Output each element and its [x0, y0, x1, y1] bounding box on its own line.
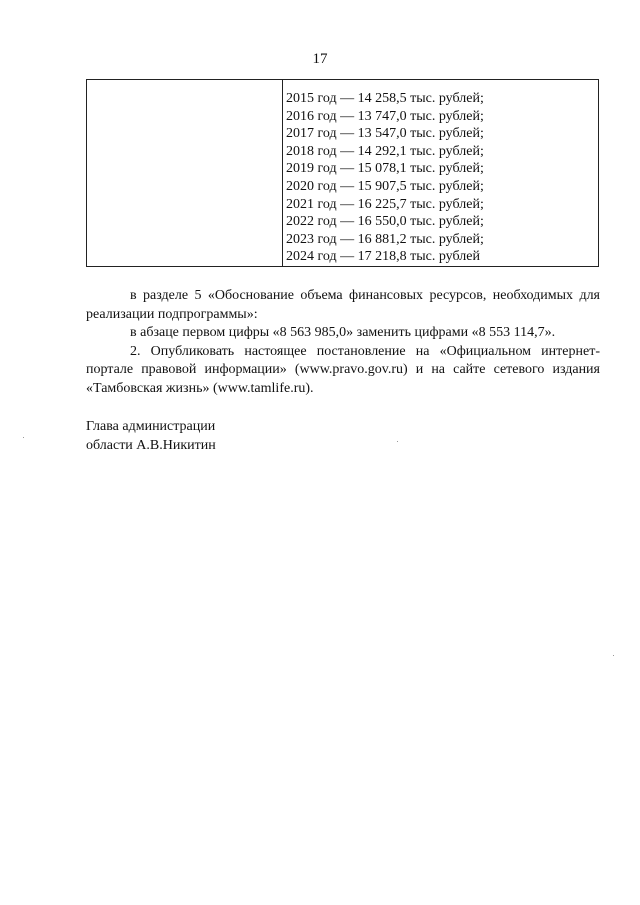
funding-table: [86, 79, 599, 267]
funding-row-2024: 2024 год — 17 218,8 тыс. рублей: [286, 249, 480, 265]
funding-row-2021: 2021 год — 16 225,7 тыс. рублей;: [286, 196, 484, 212]
funding-row-2016: 2016 год — 13 747,0 тыс. рублей;: [286, 108, 484, 124]
body-text: [86, 287, 600, 398]
signature-name: области А.В.Никитин: [86, 437, 216, 453]
paragraph-first-abzac: в абзаце первом цифры «8 563 985,0» заменить цифрами «8 553 114,7».: [130, 325, 556, 340]
funding-row-2015: 2015 год — 14 258,5 тыс. рублей;: [286, 91, 484, 106]
table-left-cell: [87, 80, 283, 266]
signature-block: [86, 418, 216, 455]
table-right-cell: [286, 90, 598, 266]
paragraph-publish: 2. Опубликовать настоящее постановление на «Официальном интернет-портале правовой информации» (www.pravo.gov.ru) и на сайте сетевого издания «Тамбовская жизнь» (www.tamlife.ru).: [86, 343, 600, 396]
scan-speck: [613, 655, 614, 656]
funding-row-2022: 2022 год — 16 550,0 тыс. рублей;: [286, 214, 484, 230]
funding-row-2020: 2020 год — 15 907,5 тыс. рублей;: [286, 178, 484, 194]
funding-row-2023: 2023 год — 16 881,2 тыс. рублей;: [286, 231, 484, 247]
paragraph-section-5: в разделе 5 «Обоснование объема финансовых ресурсов, необходимых для реализации подпрограммы»:: [86, 288, 600, 322]
page-number: 17: [312, 51, 328, 67]
funding-row-2019: 2019 год — 15 078,1 тыс. рублей;: [286, 161, 484, 177]
signature-title: Глава администрации: [86, 419, 216, 434]
scan-speck: [397, 441, 398, 442]
funding-row-2018: 2018 год — 14 292,1 тыс. рублей;: [286, 143, 484, 159]
scan-speck: [23, 437, 24, 438]
funding-row-2017: 2017 год — 13 547,0 тыс. рублей;: [286, 126, 484, 142]
